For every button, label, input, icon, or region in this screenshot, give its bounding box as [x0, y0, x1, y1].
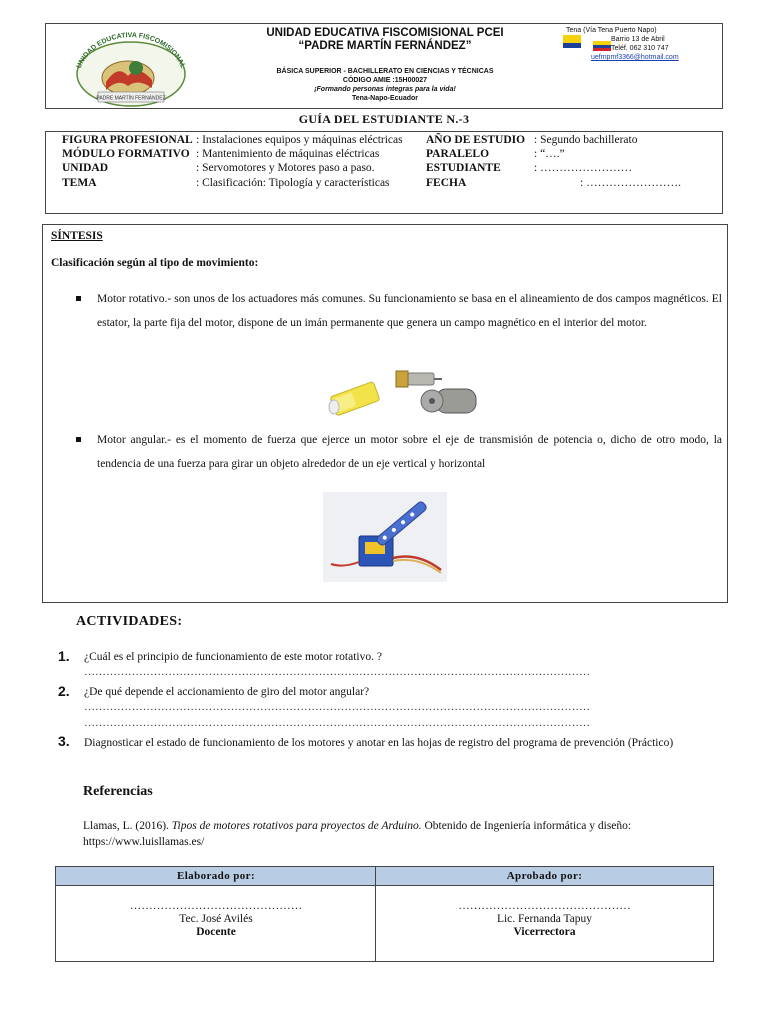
info-label-modulo: MÓDULO FORMATIVO	[62, 148, 190, 160]
reference-work: Tipos de motores rotativos para proyectos de Arduino.	[171, 820, 422, 832]
question-number: 1.	[58, 648, 70, 664]
reference-source: Obtenido de Ingeniería informática y diseño: https://www.luisllamas.es/	[83, 820, 632, 848]
logo-banner-text: PADRE MARTÍN FERNÁNDEZ	[96, 95, 166, 102]
school-subname: “PADRE MARTÍN FERNÁNDEZ”	[298, 40, 472, 52]
approved-cell	[376, 886, 713, 961]
question-number: 2.	[58, 683, 70, 699]
answer-line[interactable]: …………………………………………………………………………………………………………………………	[84, 701, 590, 713]
info-label-paralelo: PARALELO	[426, 148, 490, 160]
reference-entry	[83, 818, 723, 850]
contact-neighborhood: Barrio 13 de Abril	[611, 36, 665, 43]
question-3: Diagnosticar el estado de funcionamiento de los motores y anotar en las hojas de registro del programa de prevención (Práctico)	[84, 737, 674, 749]
info-label-fecha: FECHA	[426, 177, 467, 189]
info-value-figura: : Instalaciones equipos y máquinas eléctricas	[196, 134, 403, 146]
answer-line[interactable]: …………………………………………………………………………………………………………………………	[84, 666, 590, 678]
question-2: ¿De qué depende el accionamiento de giro del motor angular?	[84, 686, 370, 698]
activities-title: ACTIVIDADES:	[76, 614, 183, 629]
reference-author: Llamas, L. (2016).	[83, 820, 172, 832]
info-value-unidad: : Servomotores y Motores paso a paso.	[196, 162, 375, 174]
answer-line[interactable]: …………………………………………………………………………………………………………………………	[84, 717, 590, 729]
info-value-paralelo: : “….”	[534, 148, 565, 160]
bullet-rotary-motor: Motor rotativo.- son unos de los actuadores más comunes. Su funcionamiento se basa en el alineamiento de dos campos magnéticos. El estator, la parte fija del motor, dispone de un imán permanente que genera un campo magnético en el interior del motor.	[97, 293, 722, 329]
synthesis-title: SÍNTESIS	[51, 230, 103, 242]
school-code: CÓDIGO AMIE :15H00027	[342, 77, 428, 84]
contact-address: Tena (Vía Tena Puerto Napo)	[566, 27, 657, 34]
elaborated-cell	[56, 886, 376, 961]
logo-arc-text: UNIDAD EDUCATIVA FISCOMISIONAL	[75, 32, 187, 70]
info-value-anio: : Segundo bachillerato	[534, 134, 638, 146]
bullet-angular-motor: Motor angular.- es el momento de fuerza que ejerce un motor sobre el eje de transmisión de potencia o, dicho de otro modo, la tendencia de una fuerza para girar un objeto alrededor de un eje vertical y horizontal	[97, 434, 722, 470]
signature-table	[55, 866, 714, 962]
question-number: 3.	[58, 733, 70, 749]
servo-motor-image	[323, 492, 447, 582]
info-value-tema: : Clasificación: Tipología y características	[196, 177, 390, 189]
info-value-estudiante: : ……………………	[534, 162, 633, 174]
synthesis-subtitle: Clasificación según al tipo de movimiento:	[51, 257, 259, 269]
school-name: UNIDAD EDUCATIVA FISCOMISIONAL PCEI	[266, 27, 504, 39]
school-city: Tena-Napo-Ecuador	[352, 95, 418, 102]
info-label-tema: TEMA	[62, 177, 97, 189]
bullet-marker	[76, 437, 81, 442]
approved-name: Lic. Fernanda Tapuy	[496, 913, 593, 925]
info-value-modulo: : Mantenimiento de máquinas eléctricas	[196, 148, 380, 160]
tena-flag-icon	[563, 35, 611, 51]
school-logo	[58, 30, 204, 108]
info-label-estudiante: ESTUDIANTE	[426, 162, 501, 174]
contact-email-link[interactable]: uefmpmf3366@hotmail.com	[591, 54, 679, 61]
info-label-unidad: UNIDAD	[62, 162, 108, 174]
references-title: Referencias	[83, 784, 153, 799]
question-1: ¿Cuál es el principio de funcionamiento de este motor rotativo. ?	[84, 651, 382, 663]
signature-line: ………………………………………	[458, 900, 631, 912]
info-label-anio: AÑO DE ESTUDIO	[426, 134, 526, 146]
elaborated-header: Elaborado por:	[56, 867, 376, 886]
info-value-fecha: : …………………….	[580, 177, 681, 189]
rotary-motors-image	[326, 359, 488, 423]
signature-line: ………………………………………	[129, 900, 303, 912]
info-label-figura: FIGURA PROFESIONAL	[62, 134, 193, 146]
guide-title: GUÍA DEL ESTUDIANTE N.-3	[298, 112, 470, 126]
bullet-marker	[76, 296, 81, 301]
elaborated-role: Docente	[196, 926, 236, 938]
approved-role: Vicerrectora	[513, 926, 576, 938]
school-motto: ¡Formando personas íntegras para la vida!	[314, 86, 456, 93]
school-levels: BÁSICA SUPERIOR - BACHILLERATO EN CIENCIAS Y TÉCNICAS	[276, 68, 494, 75]
contact-phone: Teléf. 062 310 747	[611, 45, 669, 52]
approved-header: Aprobado por:	[376, 867, 713, 886]
elaborated-name: Tec. José Avilés	[179, 913, 253, 925]
